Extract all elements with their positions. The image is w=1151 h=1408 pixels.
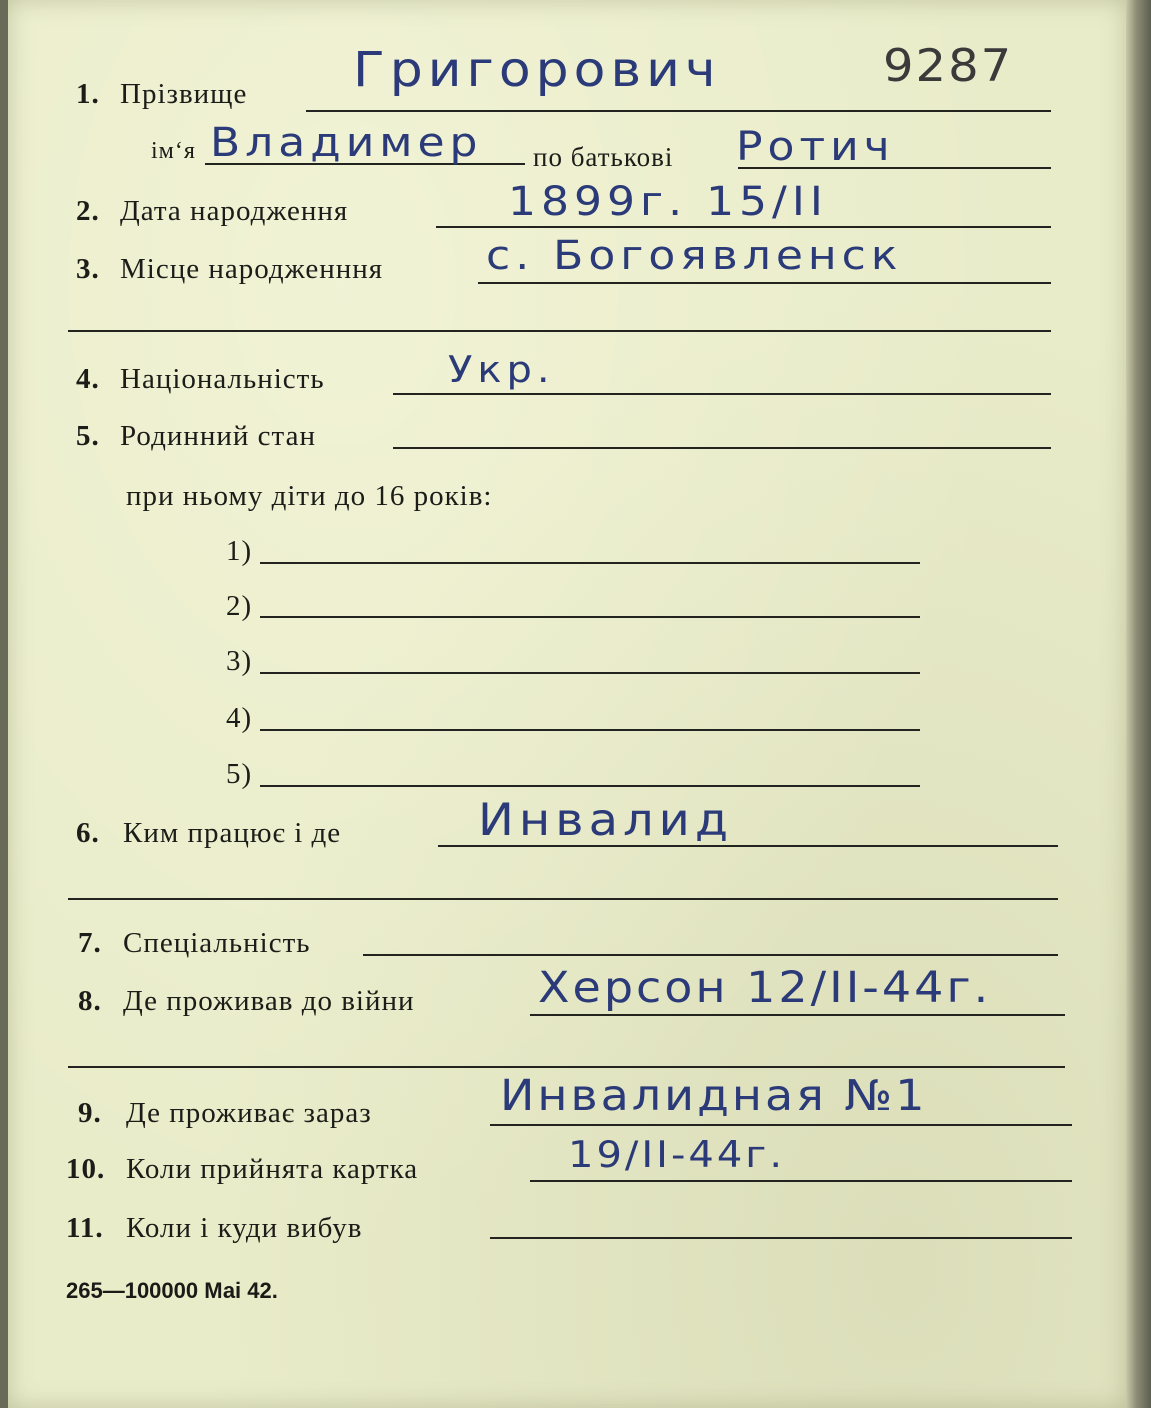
child-line-4-number: 4) xyxy=(226,702,253,734)
field-5-line xyxy=(393,447,1051,449)
field-1-patronymic-value: Ротич xyxy=(736,123,895,170)
field-4-line xyxy=(393,393,1051,395)
child-line-3-number: 3) xyxy=(226,645,253,677)
field-5-label: Родинний стан xyxy=(120,420,316,452)
field-5-number: 5. xyxy=(76,420,100,452)
field-3-value: с. Богоявленск xyxy=(486,232,903,279)
field-11-label: Коли і куди вибув xyxy=(126,1212,363,1244)
field-10-value: 19/ІІ-44г. xyxy=(568,1133,786,1176)
child-line-1 xyxy=(260,562,920,564)
field-8-line xyxy=(530,1014,1065,1016)
field-7-number: 7. xyxy=(78,927,102,959)
child-line-5 xyxy=(260,785,920,787)
field-4-value: Укр. xyxy=(448,348,555,391)
field-9-label: Де проживає зараз xyxy=(126,1097,372,1129)
field-10-number: 10. xyxy=(66,1153,106,1185)
child-line-3 xyxy=(260,672,920,674)
child-line-4 xyxy=(260,729,920,731)
field-8-number: 8. xyxy=(78,985,102,1017)
field-4-label: Національність xyxy=(120,363,325,395)
field-8-label: Де проживав до війни xyxy=(123,985,415,1017)
field-1-name-value: Владимер xyxy=(210,119,483,166)
field-10-label: Коли прийнята картка xyxy=(126,1153,419,1185)
field-8-line-2 xyxy=(68,1066,1065,1068)
field-6-label: Ким працює і де xyxy=(123,817,342,849)
field-2-label: Дата народження xyxy=(120,195,349,227)
field-11-number: 11. xyxy=(66,1212,104,1244)
child-line-5-number: 5) xyxy=(226,758,253,790)
field-2-number: 2. xyxy=(76,195,100,227)
field-1-patronymic-label: по батькові xyxy=(533,142,674,172)
field-9-value: Инвалидная №1 xyxy=(500,1070,928,1120)
print-code: 265—100000 Маі 42. xyxy=(66,1278,278,1303)
field-3-label: Місце народженння xyxy=(120,253,384,285)
field-1-name-label: ім‘я xyxy=(151,138,196,164)
field-2-line xyxy=(436,226,1051,228)
registration-card xyxy=(8,0,1126,1408)
field-6-line-2 xyxy=(68,898,1058,900)
field-5-children-label: при ньому діти до 16 років: xyxy=(126,480,493,512)
field-9-line xyxy=(490,1124,1072,1126)
field-11-line xyxy=(490,1237,1072,1239)
field-4-number: 4. xyxy=(76,363,100,395)
field-1-number: 1. xyxy=(76,78,100,110)
field-7-label: Спеціальність xyxy=(123,927,311,959)
field-6-number: 6. xyxy=(76,817,100,849)
field-10-line xyxy=(530,1180,1072,1182)
field-6-value: Инвалид xyxy=(478,794,734,846)
field-7-line xyxy=(363,954,1058,956)
field-8-value: Херсон 12/ІІ-44г. xyxy=(538,962,992,1012)
field-3-line-2 xyxy=(68,330,1051,332)
field-2-value: 1899г. 15/ІІ xyxy=(508,178,828,225)
field-1-line xyxy=(306,110,1051,112)
field-3-number: 3. xyxy=(76,253,100,285)
card-edge-shadow xyxy=(1126,0,1151,1408)
field-1-value: Григорович xyxy=(353,42,721,98)
child-line-2-number: 2) xyxy=(226,590,253,622)
field-9-number: 9. xyxy=(78,1097,102,1129)
archive-serial-number: 9287 xyxy=(883,40,1014,92)
field-1-label: Прізвище xyxy=(120,78,248,110)
field-3-line xyxy=(478,282,1051,284)
child-line-2 xyxy=(260,616,920,618)
child-line-1-number: 1) xyxy=(226,535,253,567)
